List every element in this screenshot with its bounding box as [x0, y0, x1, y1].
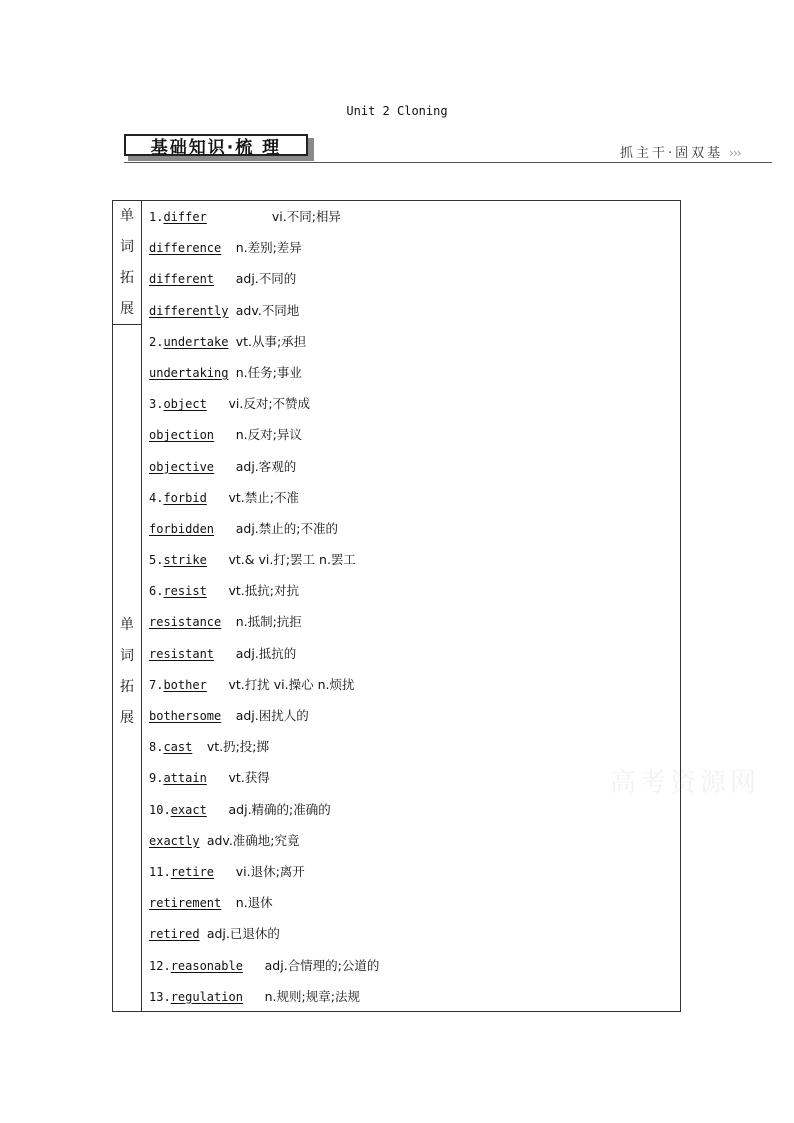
vocab-entry	[149, 482, 680, 513]
entry-number: 5.	[149, 553, 164, 568]
vocab-word: exactly	[149, 833, 200, 848]
word-definition: adj.客观的	[235, 458, 297, 474]
vocab-entry	[149, 295, 680, 326]
vocab-entry	[149, 357, 680, 388]
category-column	[113, 201, 142, 1011]
chevrons-right-icon: ›››	[729, 146, 741, 160]
vocab-word: reasonable	[170, 958, 243, 973]
entry-spacer	[214, 522, 236, 536]
entry-spacer	[207, 678, 229, 692]
entry-number: 11.	[149, 864, 171, 879]
vocab-word: undertake	[163, 334, 229, 349]
vocab-entry	[149, 263, 680, 294]
entry-spacer	[221, 615, 235, 629]
word-definition: adj.困扰人的	[235, 708, 309, 723]
word-definition: vt.抵抗;对抗	[228, 583, 299, 599]
vocab-entry	[149, 950, 680, 981]
section-banner	[124, 134, 314, 162]
entry-spacer	[207, 771, 229, 785]
word-definition: adj.抵抗的	[235, 645, 297, 661]
vocab-word: regulation	[170, 989, 243, 1004]
word-definition: n.任务;事业	[235, 364, 302, 380]
word-definition: adj.不同的	[235, 271, 297, 287]
category-char: 词	[120, 648, 134, 664]
entry-list	[149, 201, 680, 1012]
entry-spacer	[228, 304, 235, 318]
entry-number: 2.	[149, 334, 164, 349]
entry-spacer	[221, 709, 235, 723]
section-title: 基础知识·梳 理	[124, 134, 308, 156]
word-definition: n.反对;异议	[235, 427, 302, 443]
vocab-word: resistance	[149, 615, 222, 630]
vocab-word: different	[149, 272, 215, 287]
entry-spacer	[207, 584, 229, 598]
vocab-word: retire	[170, 864, 215, 879]
vocab-entry	[149, 419, 680, 450]
word-definition: vi.不同;相异	[271, 209, 341, 224]
vocab-word: retirement	[149, 896, 222, 911]
entry-spacer	[228, 366, 235, 380]
word-definition: adj.禁止的;不准的	[235, 520, 338, 536]
entry-spacer	[243, 959, 265, 973]
entry-spacer	[207, 491, 229, 505]
vocab-word: undertaking	[149, 365, 229, 380]
word-definition: adj.已退休的	[206, 926, 280, 942]
word-definition: n.退休	[235, 895, 273, 911]
vocab-entry	[149, 856, 680, 887]
vocabulary-table	[112, 200, 681, 1012]
word-definition: n.规则;规章;法规	[264, 988, 360, 1004]
category-char: 展	[120, 301, 134, 317]
word-definition: adv.准确地;究竟	[206, 832, 300, 848]
section-tag	[620, 142, 741, 161]
vocab-word: attain	[163, 771, 207, 786]
entry-spacer	[214, 428, 236, 442]
entry-spacer	[207, 803, 229, 817]
word-definition: vt.扔;投;掷	[206, 739, 270, 755]
vocab-word: differ	[163, 210, 207, 224]
entry-number: 10.	[149, 802, 171, 817]
category-char: 拓	[120, 270, 134, 286]
entry-number: 1.	[149, 210, 164, 224]
entry-number: 7.	[149, 677, 164, 692]
vocab-entry	[149, 887, 680, 918]
vocab-word: bothersome	[149, 709, 222, 723]
vocab-entry	[149, 700, 680, 731]
vocab-entry	[149, 575, 680, 606]
vocab-word: objection	[149, 428, 215, 443]
vocab-entry	[149, 762, 680, 793]
vocab-entry	[149, 669, 680, 700]
word-definition: adj.合情理的;公道的	[264, 957, 380, 973]
word-definition: vt.打扰 vi.操心 n.烦扰	[228, 676, 355, 692]
word-definition: vt.从事;承担	[235, 333, 307, 349]
vocab-entry	[149, 326, 680, 357]
vocab-word: forbid	[163, 490, 207, 505]
word-definition: n.抵制;抗拒	[235, 614, 302, 630]
entry-number: 13.	[149, 989, 171, 1004]
vocab-word: strike	[163, 553, 207, 568]
word-definition: adv.不同地	[235, 302, 300, 318]
entry-number: 4.	[149, 490, 164, 505]
category-char: 展	[120, 710, 134, 726]
vocab-entry	[149, 201, 680, 232]
vocab-word: resistant	[149, 646, 215, 661]
category-char: 词	[120, 239, 134, 255]
entry-spacer	[200, 927, 207, 941]
entry-number: 6.	[149, 584, 164, 599]
entry-number: 9.	[149, 771, 164, 786]
word-definition: vt.禁止;不准	[228, 489, 299, 505]
entry-spacer	[207, 397, 229, 411]
vocab-word: exact	[170, 802, 207, 817]
vocab-entry	[149, 232, 680, 263]
vocab-entry	[149, 388, 680, 419]
vocab-entry	[149, 731, 680, 762]
entry-number: 3.	[149, 397, 164, 412]
entry-spacer	[207, 553, 229, 567]
entry-spacer	[214, 865, 236, 879]
entry-number: 12.	[149, 958, 171, 973]
entry-spacer	[214, 272, 236, 286]
entry-spacer	[221, 896, 235, 910]
word-definition: vt.获得	[228, 770, 270, 786]
vocab-entry	[149, 825, 680, 856]
vocab-entry	[149, 638, 680, 669]
vocab-word: objective	[149, 459, 215, 474]
entry-spacer	[221, 241, 235, 255]
entry-spacer	[214, 647, 236, 661]
vocab-word: object	[163, 397, 207, 412]
word-definition: vi.反对;不赞成	[228, 396, 311, 412]
vocab-word: forbidden	[149, 521, 215, 536]
vocab-entry	[149, 451, 680, 482]
category-label-bottom	[113, 610, 141, 734]
vocab-word: bother	[163, 677, 207, 692]
watermark: 高考资源网	[610, 768, 761, 798]
vocab-entry	[149, 544, 680, 575]
entry-spacer	[200, 834, 207, 848]
vocab-word: differently	[149, 303, 229, 318]
entry-spacer	[192, 740, 206, 754]
vocab-word: resist	[163, 584, 207, 599]
entry-number: 8.	[149, 740, 164, 755]
category-char: 单	[120, 617, 134, 633]
vocab-word: retired	[149, 927, 200, 942]
vocab-word: difference	[149, 241, 222, 256]
word-definition: adj.精确的;准确的	[228, 801, 331, 817]
category-char: 单	[120, 208, 134, 224]
vocab-entry	[149, 513, 680, 544]
unit-title: Unit 2 Cloning	[346, 104, 448, 118]
entry-spacer	[228, 335, 235, 349]
entry-spacer	[207, 210, 272, 224]
vocab-entry	[149, 981, 680, 1012]
entry-spacer	[214, 460, 236, 474]
vocab-entry	[149, 606, 680, 637]
word-definition: n.差别;差异	[235, 240, 302, 256]
vocab-entry	[149, 918, 680, 949]
word-definition: vi.退休;离开	[235, 863, 305, 879]
vocab-entry	[149, 794, 680, 825]
category-label-top	[113, 201, 141, 325]
word-definition: vt.& vi.打;罢工 n.罢工	[228, 552, 356, 568]
entry-spacer	[243, 990, 265, 1004]
header-divider	[124, 162, 772, 163]
vocab-word: cast	[163, 740, 193, 755]
section-tag-text: 抓主干·固双基	[620, 146, 724, 161]
category-char: 拓	[120, 679, 134, 695]
